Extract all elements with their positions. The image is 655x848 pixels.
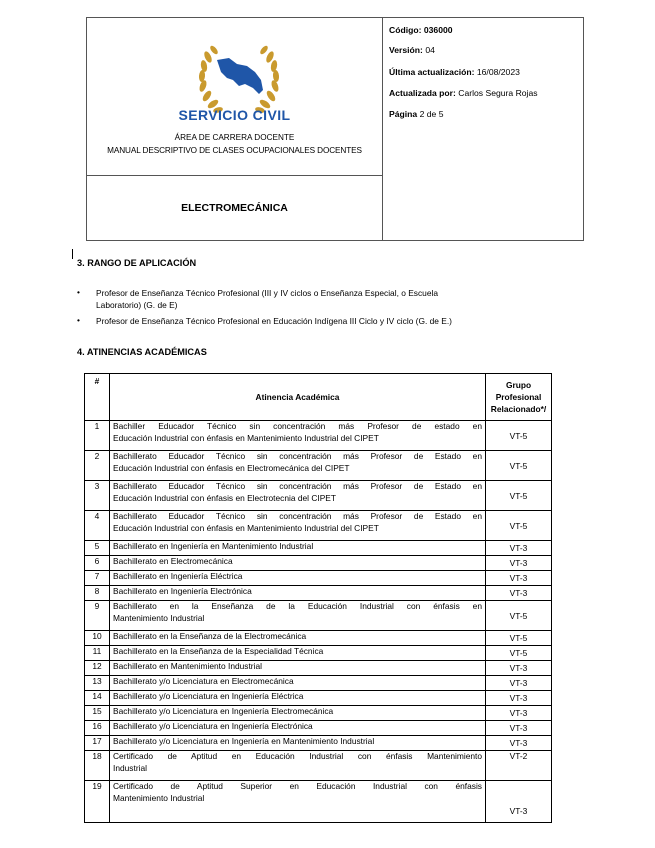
- header-divider-vertical: [382, 18, 383, 240]
- costa-rica-map-icon: [217, 58, 263, 94]
- row-number: 15: [85, 706, 110, 721]
- ultima-label: Última actualización:: [389, 67, 475, 77]
- row-grupo: VT-3: [486, 676, 552, 691]
- table-row: [85, 631, 552, 646]
- table-row: [85, 586, 552, 601]
- table-row: [85, 661, 552, 676]
- atinencia-line: Educación Industrial con énfasis en Mantenimiento Industrial del CIPET: [113, 432, 379, 443]
- bullet-item: [77, 287, 547, 313]
- row-number: 2: [85, 451, 110, 481]
- row-atinencia: [110, 781, 486, 823]
- atinencia-line: Bachillerato en Ingeniería Eléctrica: [113, 571, 243, 581]
- row-grupo: VT-5: [486, 601, 552, 631]
- row-grupo: VT-3: [486, 571, 552, 586]
- row-grupo: VT-3: [486, 586, 552, 601]
- row-grupo: VT-5: [486, 511, 552, 541]
- row-atinencia: [110, 571, 486, 586]
- table-row: [85, 781, 552, 823]
- row-grupo: VT-3: [486, 781, 552, 823]
- row-atinencia: [110, 691, 486, 706]
- row-number: 7: [85, 571, 110, 586]
- document-header: [86, 17, 584, 241]
- row-atinencia: [110, 676, 486, 691]
- row-atinencia: [110, 751, 486, 781]
- row-grupo: VT-3: [486, 661, 552, 676]
- row-grupo: VT-5: [486, 451, 552, 481]
- col-number-header: #: [85, 374, 110, 421]
- row-grupo: VT-5: [486, 481, 552, 511]
- grupo-header-line: Profesional: [495, 392, 542, 402]
- atinencia-line: Bachillerato y/o Licenciatura en Electromecánica: [113, 676, 294, 686]
- row-number: 6: [85, 556, 110, 571]
- table-row: [85, 691, 552, 706]
- atinencia-line: Educación Industrial con énfasis en Mantenimiento Industrial del CIPET: [113, 522, 379, 533]
- atinencia-line: Mantenimiento Industrial: [113, 612, 205, 623]
- atinencia-line: Bachillerato en la Enseñanza de la Electromecánica: [113, 631, 307, 641]
- col-atinencia-header: Atinencia Académica: [110, 374, 486, 421]
- row-atinencia: [110, 706, 486, 721]
- row-atinencia: [110, 631, 486, 646]
- row-number: 3: [85, 481, 110, 511]
- version-line: [389, 45, 435, 55]
- row-grupo: VT-2: [486, 751, 552, 781]
- atinencia-line: Bachillerato y/o Licenciatura en Ingeniería Eléctrica: [113, 691, 304, 701]
- bullet-text: Laboratorio) (G. de E): [96, 300, 178, 310]
- atinencia-line: Bachillerato y/o Licenciatura en Ingeniería en Mantenimiento Industrial: [113, 736, 375, 746]
- atinencia-line: Bachillerato en Ingeniería en Mantenimiento Industrial: [113, 541, 314, 551]
- row-number: 19: [85, 781, 110, 823]
- atinencia-line: Bachillerato en Electromecánica: [113, 556, 233, 566]
- atinencia-line: Bachillerato y/o Licenciatura en Ingeniería Electromecánica: [113, 706, 334, 716]
- atinencia-line: Bachillerato en Ingeniería Electrónica: [113, 586, 252, 596]
- row-atinencia: [110, 661, 486, 676]
- bullet-dot: •: [77, 315, 80, 325]
- table-row: [85, 541, 552, 556]
- section-4-title: 4. ATINENCIAS ACADÉMICAS: [77, 347, 207, 357]
- table-row: [85, 481, 552, 511]
- row-grupo: VT-3: [486, 691, 552, 706]
- bullet-text: Profesor de Enseñanza Técnico Profesional en Educación Indígena III Ciclo y IV ciclo (G. de E.): [96, 316, 452, 326]
- table-row: [85, 706, 552, 721]
- table-row: [85, 601, 552, 631]
- table-row: [85, 736, 552, 751]
- table-row: [85, 511, 552, 541]
- row-atinencia: [110, 421, 486, 451]
- row-atinencia: [110, 586, 486, 601]
- pagina-line: [389, 109, 443, 119]
- col-grupo-header: [486, 374, 552, 421]
- row-number: 1: [85, 421, 110, 451]
- table-row: [85, 676, 552, 691]
- area-title: ÁREA DE CARRERA DOCENTE: [174, 133, 295, 142]
- atinencia-line: Bachillerato Educador Técnico sin concentración más Profesor de Estado en: [113, 511, 482, 521]
- class-name: ELECTROMECÁNICA: [181, 202, 288, 214]
- section-3-title: 3. RANGO DE APLICACIÓN: [77, 258, 197, 268]
- atinencia-line: Bachillerato en Mantenimiento Industrial: [113, 661, 262, 671]
- text-cursor: [72, 249, 73, 259]
- codigo-line: [389, 25, 453, 35]
- pagina-de: de: [426, 109, 437, 119]
- row-grupo: VT-3: [486, 706, 552, 721]
- row-number: 18: [85, 751, 110, 781]
- row-grupo: VT-3: [486, 541, 552, 556]
- row-atinencia: [110, 511, 486, 541]
- table-row: [85, 571, 552, 586]
- row-atinencia: [110, 541, 486, 556]
- table-row: [85, 751, 552, 781]
- row-grupo: VT-3: [486, 556, 552, 571]
- ultima-value: 16/08/2023: [476, 67, 520, 77]
- pagina-total: 5: [438, 109, 444, 119]
- ultima-actualizacion-line: [389, 67, 520, 77]
- version-label: Versión:: [389, 45, 423, 55]
- row-atinencia: [110, 721, 486, 736]
- row-number: 13: [85, 676, 110, 691]
- codigo-value: 036000: [423, 25, 453, 35]
- logo-text: SERVICIO CIVIL: [178, 107, 291, 123]
- manual-title: MANUAL DESCRIPTIVO DE CLASES OCUPACIONALES DOCENTES: [107, 146, 362, 155]
- row-number: 10: [85, 631, 110, 646]
- row-number: 4: [85, 511, 110, 541]
- bullet-text: Profesor de Enseñanza Técnico Profesional (III y IV ciclos o Enseñanza Especial, o Escuela: [96, 288, 439, 298]
- row-number: 14: [85, 691, 110, 706]
- atinencia-line: Bachiller Educador Técnico sin concentración más Profesor de estado en: [113, 421, 482, 431]
- row-grupo: VT-3: [486, 736, 552, 751]
- row-grupo: VT-3: [486, 721, 552, 736]
- actualizada-label: Actualizada por:: [389, 88, 456, 98]
- atinencia-line: Bachillerato en la Enseñanza de la Educación Industrial con énfasis en: [113, 601, 482, 611]
- atinencia-line: Certificado de Aptitud en Educación Industrial con énfasis Mantenimiento: [113, 751, 482, 761]
- actualizada-por-line: [389, 88, 538, 98]
- atinencia-line: Industrial: [113, 762, 147, 773]
- atinencia-line: Bachillerato en la Enseñanza de la Especialidad Técnica: [113, 646, 324, 656]
- table-row: [85, 451, 552, 481]
- actualizada-value: Carlos Segura Rojas: [458, 88, 538, 98]
- atinencia-line: Certificado de Aptitud Superior en Educación Industrial con énfasis: [113, 781, 482, 791]
- atinencia-line: Educación Industrial con énfasis en Electrotecnia del CIPET: [113, 492, 336, 503]
- pagina-label: Página: [389, 109, 418, 119]
- row-atinencia: [110, 556, 486, 571]
- grupo-header-line: Grupo: [505, 380, 532, 390]
- row-grupo: VT-5: [486, 421, 552, 451]
- row-number: 9: [85, 601, 110, 631]
- row-atinencia: [110, 451, 486, 481]
- row-atinencia: [110, 736, 486, 751]
- table-row: [85, 646, 552, 661]
- atinencia-line: Bachillerato y/o Licenciatura en Ingeniería Electrónica: [113, 721, 313, 731]
- row-number: 11: [85, 646, 110, 661]
- row-number: 17: [85, 736, 110, 751]
- bullet-dot: •: [77, 287, 80, 297]
- atinencia-line: Bachillerato Educador Técnico sin concentración más Profesor de Estado en: [113, 451, 482, 461]
- bullet-item: [77, 315, 547, 329]
- row-grupo: VT-5: [486, 631, 552, 646]
- table-row: [85, 556, 552, 571]
- row-grupo: VT-5: [486, 646, 552, 661]
- codigo-label: Código:: [389, 25, 422, 35]
- row-number: 12: [85, 661, 110, 676]
- pagina-value: 2: [419, 109, 425, 119]
- row-number: 8: [85, 586, 110, 601]
- version-value: 04: [425, 45, 435, 55]
- table-row: [85, 421, 552, 451]
- row-number: 5: [85, 541, 110, 556]
- header-divider-horizontal: [87, 175, 382, 176]
- row-atinencia: [110, 646, 486, 661]
- row-number: 16: [85, 721, 110, 736]
- atinencia-line: Mantenimiento Industrial: [113, 792, 205, 803]
- table-header-row: [85, 374, 552, 421]
- row-atinencia: [110, 481, 486, 511]
- grupo-header-line: Relacionado*/: [490, 404, 547, 414]
- atinencias-table: [84, 373, 552, 823]
- atinencia-line: Educación Industrial con énfasis en Electromecánica del CIPET: [113, 462, 350, 473]
- row-atinencia: [110, 601, 486, 631]
- atinencia-line: Bachillerato Educador Técnico sin concentración más Profesor de Estado en: [113, 481, 482, 491]
- table-row: [85, 721, 552, 736]
